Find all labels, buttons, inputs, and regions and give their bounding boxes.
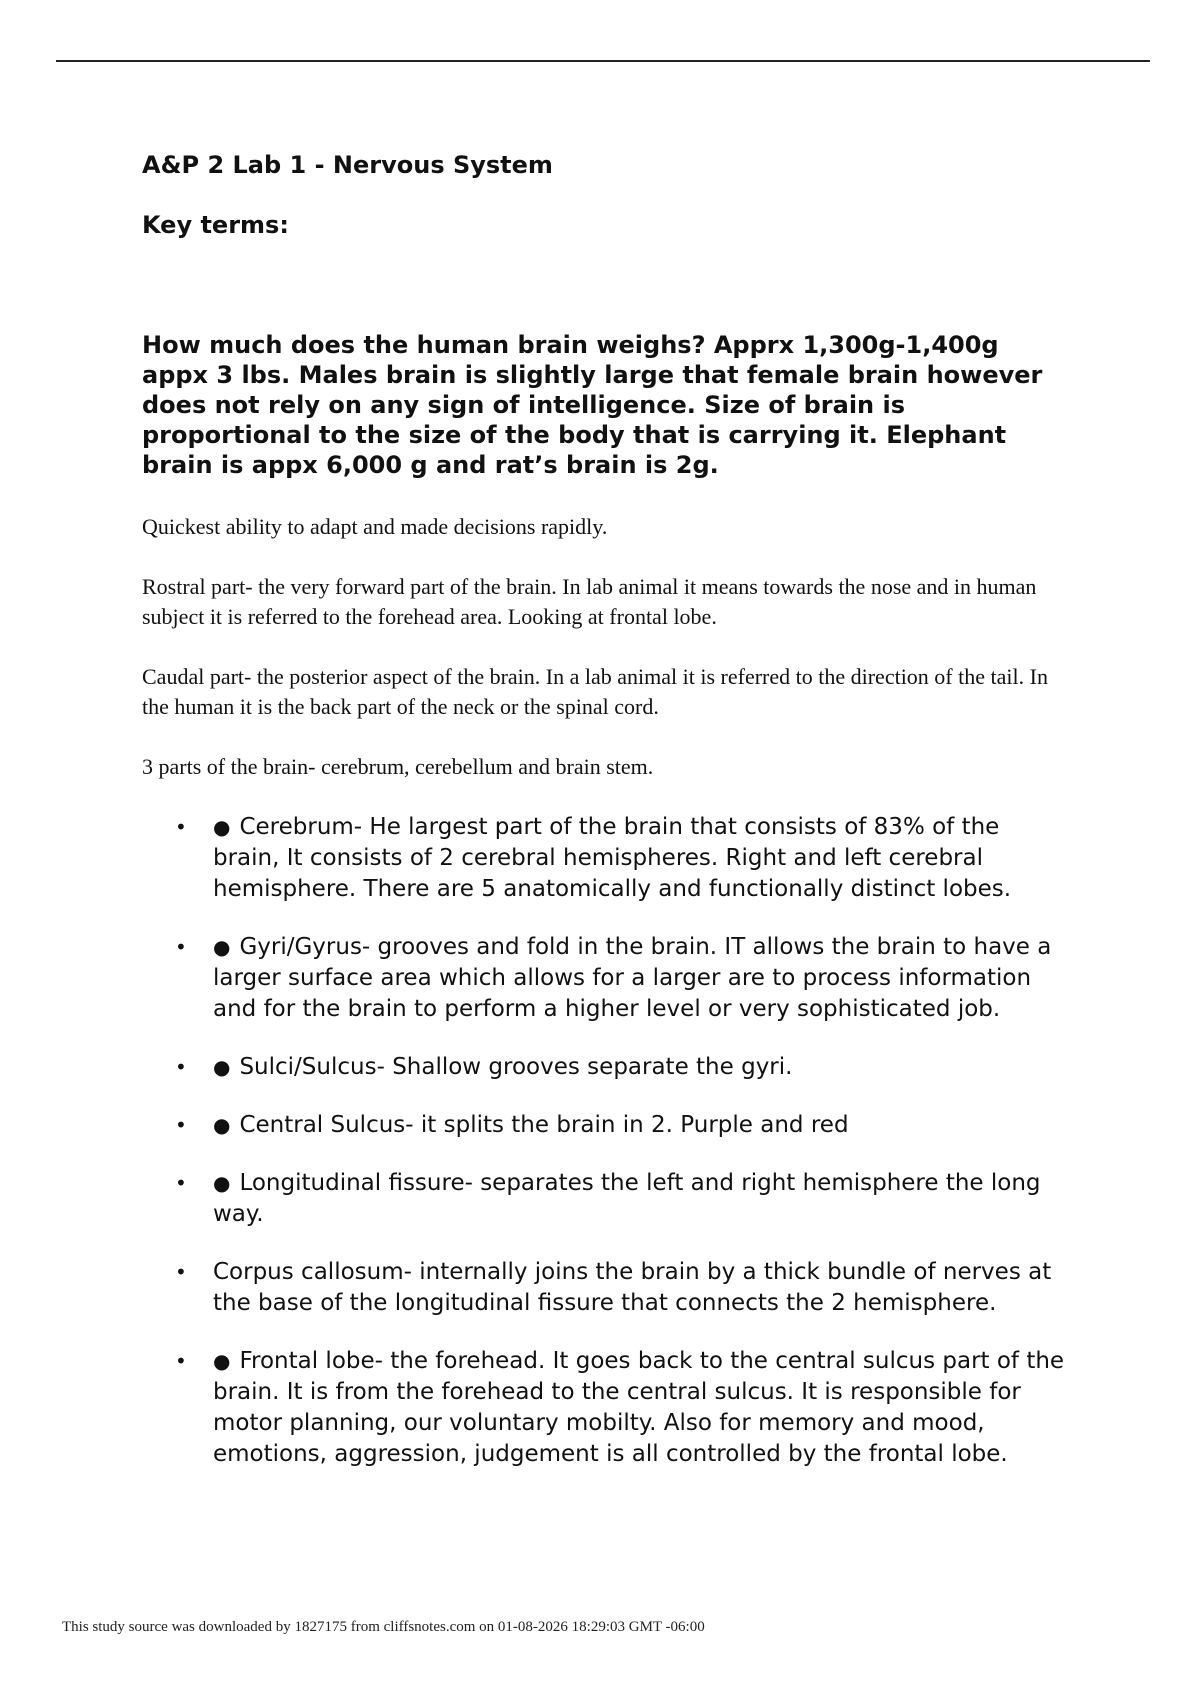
- paragraph-brain-parts: 3 parts of the brain- cerebrum, cerebellum and brain stem.: [142, 754, 654, 779]
- document-body: [142, 150, 1072, 1497]
- filled-circle-icon: ●: [213, 935, 231, 959]
- list-item-central-sulcus: [142, 1110, 1072, 1141]
- bullet-icon: •: [175, 1349, 187, 1373]
- list-item-sulci: [142, 1052, 1072, 1083]
- list-item-gyri: [142, 932, 1072, 1025]
- download-footer: This study source was downloaded by 1827175 from cliffsnotes.com on 01-08-2026 18:29:03 GMT -06:00: [62, 1619, 705, 1635]
- list-item-text: Cerebrum- He largest part of the brain that consists of 83% of the brain, It consists of 2 cerebral hemispheres. Right and left cerebral hemisphere. There are 5 anatomically and functionally distinct lobes.: [213, 814, 1012, 902]
- key-terms-heading: Key terms:: [142, 211, 289, 239]
- list-item-text: Frontal lobe- the forehead. It goes back to the central sulcus part of the brain. It is from the forehead to the central sulcus. It is responsible for motor planning, our voluntary mobilty. Also for memory and mood, emotions, aggression, judgement is all controlled by the frontal lobe.: [213, 1348, 1065, 1467]
- top-divider: [56, 60, 1150, 62]
- bullet-icon: •: [175, 1260, 187, 1284]
- brain-weight-paragraph: How much does the human brain weighs? Apprx 1,300g-1,400g appx 3 lbs. Males brain is slightly large that female brain however does not rely on any sign of intelligence. Size of brain is proportional to the size of the body that is carrying it. Elephant brain is appx 6,000 g and rat’s brain is 2g.: [142, 331, 1043, 479]
- filled-circle-icon: ●: [213, 1349, 231, 1373]
- bullet-icon: •: [175, 1113, 187, 1137]
- key-terms-list: [142, 812, 1072, 1470]
- filled-circle-icon: ●: [213, 815, 231, 839]
- list-item-corpus-callosum: [142, 1257, 1072, 1319]
- bullet-icon: •: [175, 1171, 187, 1195]
- list-item-longitudinal-fissure: [142, 1168, 1072, 1230]
- bullet-icon: •: [175, 1055, 187, 1079]
- list-item-cerebrum: [142, 812, 1072, 905]
- document-title: A&P 2 Lab 1 - Nervous System: [142, 151, 553, 179]
- list-item-text: Gyri/Gyrus- grooves and fold in the brain. IT allows the brain to have a larger surface area which allows for a larger are to process information and for the brain to perform a higher level or very sophisticated job.: [213, 934, 1052, 1022]
- bullet-icon: •: [175, 815, 187, 839]
- list-item-text: Longitudinal fissure- separates the left and right hemisphere the long way.: [213, 1170, 1041, 1227]
- bullet-icon: •: [175, 935, 187, 959]
- list-item-text: Sulci/Sulcus- Shallow grooves separate the gyri.: [239, 1054, 793, 1080]
- filled-circle-icon: ●: [213, 1055, 231, 1079]
- paragraph-caudal: Caudal part- the posterior aspect of the brain. In a lab animal it is referred to the direction of the tail. In the human it is the back part of the neck or the spinal cord.: [142, 664, 1048, 719]
- paragraph-adapt: Quickest ability to adapt and made decisions rapidly.: [142, 514, 608, 539]
- list-item-text: Corpus callosum- internally joins the brain by a thick bundle of nerves at the base of the longitudinal fissure that connects the 2 hemisphere.: [213, 1259, 1052, 1316]
- filled-circle-icon: ●: [213, 1171, 231, 1195]
- list-item-frontal-lobe: [142, 1346, 1072, 1470]
- filled-circle-icon: ●: [213, 1113, 231, 1137]
- paragraph-rostral: Rostral part- the very forward part of the brain. In lab animal it means towards the nose and in human subject it is referred to the forehead area. Looking at frontal lobe.: [142, 574, 1037, 629]
- list-item-text: Central Sulcus- it splits the brain in 2. Purple and red: [239, 1112, 849, 1138]
